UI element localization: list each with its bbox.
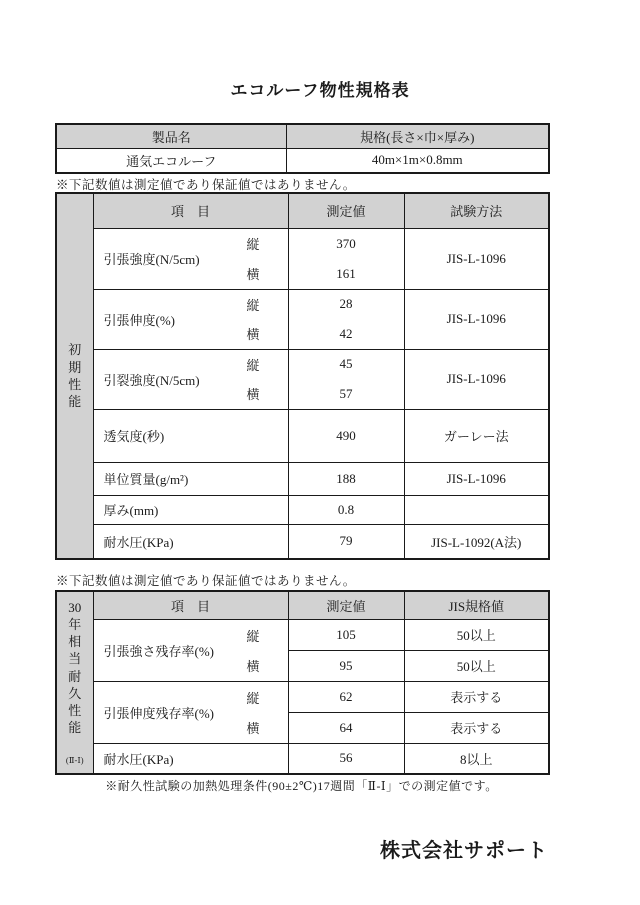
table-row bbox=[56, 228, 549, 289]
item-label: 耐水圧(KPa) bbox=[103, 534, 174, 550]
product-name-header: 製品名 bbox=[56, 124, 286, 148]
value-vertical: 28 bbox=[339, 296, 353, 312]
measured-value: 56 bbox=[288, 743, 404, 774]
table-row bbox=[56, 524, 549, 559]
jis-standard-value: 50以上 bbox=[404, 619, 549, 650]
test-method: JIS-L-1096 bbox=[404, 228, 549, 289]
durability-table bbox=[55, 590, 550, 775]
table-row bbox=[56, 289, 549, 349]
value-horizontal: 161 bbox=[336, 265, 356, 281]
item-tensile-elongation bbox=[93, 289, 288, 349]
measured-value-vertical: 62 bbox=[288, 681, 404, 712]
measured-values-tensile-strength bbox=[288, 228, 404, 289]
value-vertical: 370 bbox=[336, 235, 356, 251]
direction-labels bbox=[246, 229, 259, 289]
item-label: 引張強さ残存率(%) bbox=[103, 643, 214, 659]
jis-standard-value: 表示する bbox=[404, 712, 549, 743]
table-row bbox=[56, 743, 549, 774]
group-sub-label-II-I: (Ⅱ-Ⅰ) bbox=[65, 755, 84, 765]
item-label: 引張伸度(%) bbox=[103, 312, 175, 328]
test-method: JIS-L-1096 bbox=[404, 349, 549, 409]
note-durability-test-conditions: ※耐久性試験の加熱処理条件(90±2℃)17週間「Ⅱ-Ⅰ」での測定値です。 bbox=[105, 779, 498, 793]
jis-standard-value: 8以上 bbox=[404, 743, 549, 774]
direction-vertical-label: 縦 bbox=[246, 237, 260, 252]
direction-vertical-label: 縦 bbox=[246, 628, 260, 644]
measured-values-tear-strength bbox=[288, 349, 404, 409]
test-method: ガーレー法 bbox=[404, 409, 549, 462]
group-label-initial-performance bbox=[56, 193, 93, 559]
table-row bbox=[56, 619, 549, 650]
table-row bbox=[56, 462, 549, 495]
direction-labels bbox=[246, 620, 259, 680]
item-unit-mass bbox=[93, 462, 288, 495]
page-title: エコルーフ物性規格表 bbox=[230, 81, 410, 100]
product-name-value: 通気エコルーフ bbox=[56, 148, 286, 173]
direction-horizontal-label: 横 bbox=[246, 387, 260, 403]
direction-labels bbox=[246, 682, 259, 742]
value-horizontal: 57 bbox=[339, 385, 353, 401]
measured-value-thickness: 0.8 bbox=[288, 495, 404, 524]
item-label: 厚み(mm) bbox=[103, 503, 159, 518]
column-header-measured-value: 測定値 bbox=[288, 193, 404, 228]
group-label-durability-chars: 30 年 相 当 耐 久 性 能 bbox=[68, 600, 82, 736]
test-method: JIS-L-1096 bbox=[404, 462, 549, 495]
column-header-test-method: 試験方法 bbox=[404, 193, 549, 228]
item-water-pressure-resistance bbox=[93, 743, 288, 774]
note-measured-values-2: ※下記数値は測定値であり保証値ではありません。 bbox=[56, 574, 356, 588]
group-label-initial-chars: 初 期 性 能 bbox=[68, 342, 82, 409]
spec-value: 40m×1m×0.8mm bbox=[286, 148, 549, 173]
direction-vertical-label: 縦 bbox=[246, 690, 260, 706]
measured-values-tensile-elongation bbox=[288, 289, 404, 349]
item-tensile-elongation-retention bbox=[93, 681, 288, 743]
jis-standard-value: 50以上 bbox=[404, 650, 549, 681]
item-label: 引張伸度残存率(%) bbox=[103, 705, 214, 721]
group-label-30yr-durability bbox=[56, 591, 93, 774]
test-method-empty bbox=[404, 495, 549, 524]
table-row bbox=[56, 681, 549, 712]
product-table-header-row bbox=[56, 124, 549, 148]
direction-horizontal-label: 横 bbox=[246, 267, 260, 282]
item-tear-strength bbox=[93, 349, 288, 409]
test-method: JIS-L-1096 bbox=[404, 289, 549, 349]
initial-table-header-row bbox=[56, 193, 549, 228]
product-table bbox=[55, 123, 550, 174]
company-name: 株式会社サポート bbox=[380, 840, 548, 862]
item-label: 単位質量(g/m²) bbox=[103, 472, 189, 487]
direction-horizontal-label: 横 bbox=[246, 658, 260, 674]
measured-value-unit-mass: 188 bbox=[288, 462, 404, 495]
item-thickness bbox=[93, 495, 288, 524]
product-table-data-row bbox=[56, 148, 549, 173]
spec-header: 規格(長さ×巾×厚み) bbox=[286, 124, 549, 148]
measured-value-horizontal: 64 bbox=[288, 712, 404, 743]
direction-vertical-label: 縦 bbox=[246, 297, 260, 313]
direction-horizontal-label: 横 bbox=[246, 327, 260, 343]
column-header-item: 項 目 bbox=[93, 591, 288, 619]
note-measured-values-1: ※下記数値は測定値であり保証値ではありません。 bbox=[56, 178, 356, 192]
item-tensile-strength-retention bbox=[93, 619, 288, 681]
direction-vertical-label: 縦 bbox=[246, 357, 260, 373]
table-row bbox=[56, 349, 549, 409]
item-water-pressure-resistance bbox=[93, 524, 288, 559]
table-row bbox=[56, 409, 549, 462]
measured-value-horizontal: 95 bbox=[288, 650, 404, 681]
jis-standard-value: 表示する bbox=[404, 681, 549, 712]
measured-value-water-pressure: 79 bbox=[288, 524, 404, 559]
value-vertical: 45 bbox=[339, 356, 353, 372]
column-header-jis-standard: JIS規格値 bbox=[404, 591, 549, 619]
measured-value-air-permeability: 490 bbox=[288, 409, 404, 462]
item-tensile-strength bbox=[93, 228, 288, 289]
direction-labels bbox=[246, 350, 259, 409]
durability-table-header-row bbox=[56, 591, 549, 619]
measured-value-vertical: 105 bbox=[288, 619, 404, 650]
test-method: JIS-L-1092(A法) bbox=[404, 524, 549, 559]
item-label: 耐水圧(KPa) bbox=[103, 751, 174, 767]
table-row bbox=[56, 495, 549, 524]
direction-labels bbox=[246, 290, 259, 349]
item-label: 引張強度(N/5cm) bbox=[103, 252, 200, 267]
item-air-permeability bbox=[93, 409, 288, 462]
direction-horizontal-label: 横 bbox=[246, 720, 260, 736]
initial-performance-table bbox=[55, 192, 550, 560]
column-header-item: 項 目 bbox=[93, 193, 288, 228]
column-header-measured-value: 測定値 bbox=[288, 591, 404, 619]
item-label: 透気度(秒) bbox=[103, 429, 165, 444]
value-horizontal: 42 bbox=[339, 325, 353, 341]
item-label: 引裂強度(N/5cm) bbox=[103, 372, 200, 388]
